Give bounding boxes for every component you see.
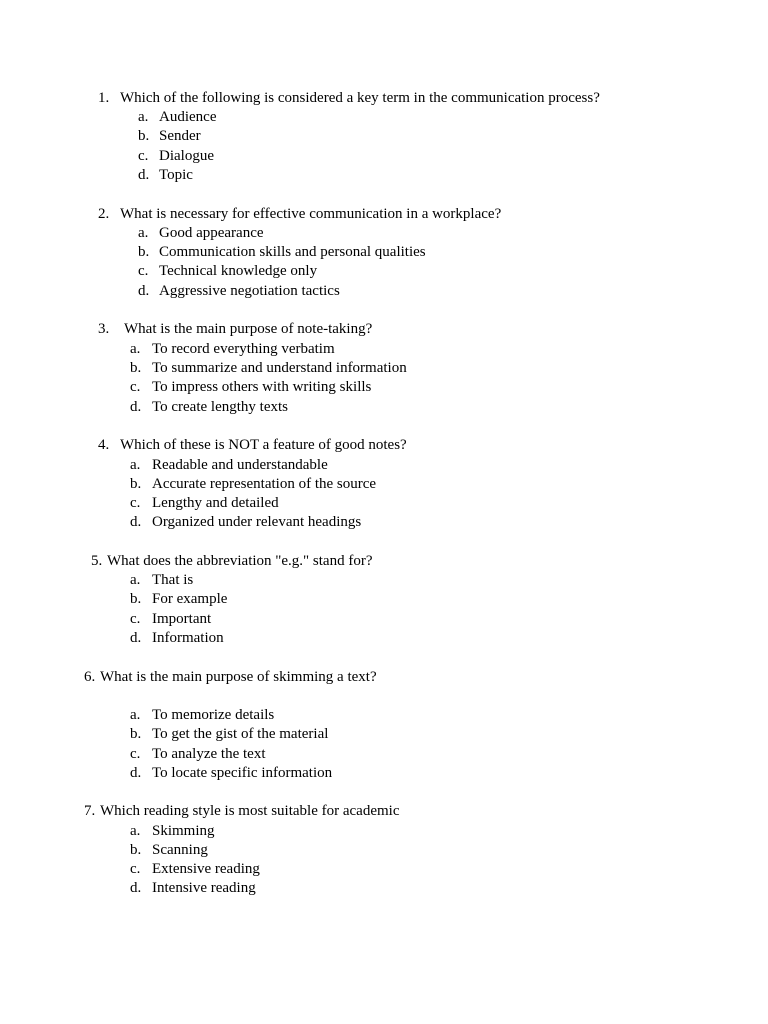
- option-letter: a.: [130, 572, 141, 588]
- option-letter: a.: [130, 707, 141, 723]
- option-text: Scanning: [152, 842, 208, 858]
- option-letter: c.: [138, 148, 149, 164]
- option-letter: c.: [130, 495, 141, 511]
- option-letter: a.: [138, 109, 149, 125]
- option-letter: d.: [130, 399, 142, 415]
- option-letter: d.: [130, 880, 142, 896]
- question-number: 3.: [98, 321, 110, 337]
- option-letter: d.: [130, 765, 142, 781]
- question-number: 4.: [98, 437, 110, 453]
- option-text: Important: [152, 611, 212, 627]
- question-number: 5.: [91, 553, 103, 569]
- option-letter: b.: [130, 842, 142, 858]
- option-text: Audience: [159, 109, 217, 125]
- option-letter: c.: [130, 861, 141, 877]
- option-text: Skimming: [152, 823, 215, 839]
- question-number: 7.: [84, 803, 96, 819]
- option-text: Good appearance: [159, 225, 264, 241]
- option-text: To analyze the text: [152, 746, 266, 762]
- option-letter: b.: [130, 591, 142, 607]
- option-letter: a.: [130, 457, 141, 473]
- option-text: Intensive reading: [152, 880, 256, 896]
- option-text: For example: [152, 591, 228, 607]
- option-letter: d.: [138, 167, 150, 183]
- option-text: To impress others with writing skills: [152, 379, 372, 395]
- option-text: Aggressive negotiation tactics: [159, 283, 340, 299]
- question-number: 1.: [98, 90, 110, 106]
- option-text: To locate specific information: [152, 765, 333, 781]
- option-text: To record everything verbatim: [152, 341, 335, 357]
- option-text: To create lengthy texts: [152, 399, 288, 415]
- option-text: To memorize details: [152, 707, 275, 723]
- option-letter: b.: [130, 476, 142, 492]
- question-text: What is the main purpose of note-taking?: [124, 321, 373, 337]
- option-letter: b.: [138, 128, 150, 144]
- option-letter: d.: [130, 630, 142, 646]
- question-number: 6.: [84, 669, 96, 685]
- question-text: Which of the following is considered a key term in the communication process?: [120, 90, 600, 106]
- question-text: What is necessary for effective communication in a workplace?: [120, 206, 502, 222]
- option-text: Sender: [159, 128, 201, 144]
- option-text: Communication skills and personal qualities: [159, 244, 426, 260]
- question-text: What does the abbreviation "e.g." stand for?: [107, 553, 373, 569]
- option-text: To get the gist of the material: [152, 726, 329, 742]
- option-letter: a.: [130, 341, 141, 357]
- option-text: Topic: [159, 167, 193, 183]
- option-text: Readable and understandable: [152, 457, 328, 473]
- option-text: That is: [152, 572, 194, 588]
- option-letter: d.: [130, 514, 142, 530]
- option-text: Accurate representation of the source: [152, 476, 377, 492]
- question-text: Which of these is NOT a feature of good notes?: [120, 437, 407, 453]
- option-letter: d.: [138, 283, 150, 299]
- option-text: Lengthy and detailed: [152, 495, 279, 511]
- option-text: Extensive reading: [152, 861, 260, 877]
- question-text: Which reading style is most suitable for academic: [100, 803, 400, 819]
- option-letter: a.: [138, 225, 149, 241]
- question-number: 2.: [98, 206, 110, 222]
- option-text: Organized under relevant headings: [152, 514, 362, 530]
- option-text: Technical knowledge only: [159, 263, 318, 279]
- option-letter: c.: [130, 379, 141, 395]
- option-letter: b.: [130, 726, 142, 742]
- option-text: Information: [152, 630, 224, 646]
- option-letter: b.: [130, 360, 142, 376]
- option-letter: c.: [130, 611, 141, 627]
- option-letter: c.: [138, 263, 149, 279]
- option-text: Dialogue: [159, 148, 214, 164]
- option-letter: b.: [138, 244, 150, 260]
- question-text: What is the main purpose of skimming a text?: [100, 669, 377, 685]
- option-letter: c.: [130, 746, 141, 762]
- option-letter: a.: [130, 823, 141, 839]
- option-text: To summarize and understand information: [152, 360, 407, 376]
